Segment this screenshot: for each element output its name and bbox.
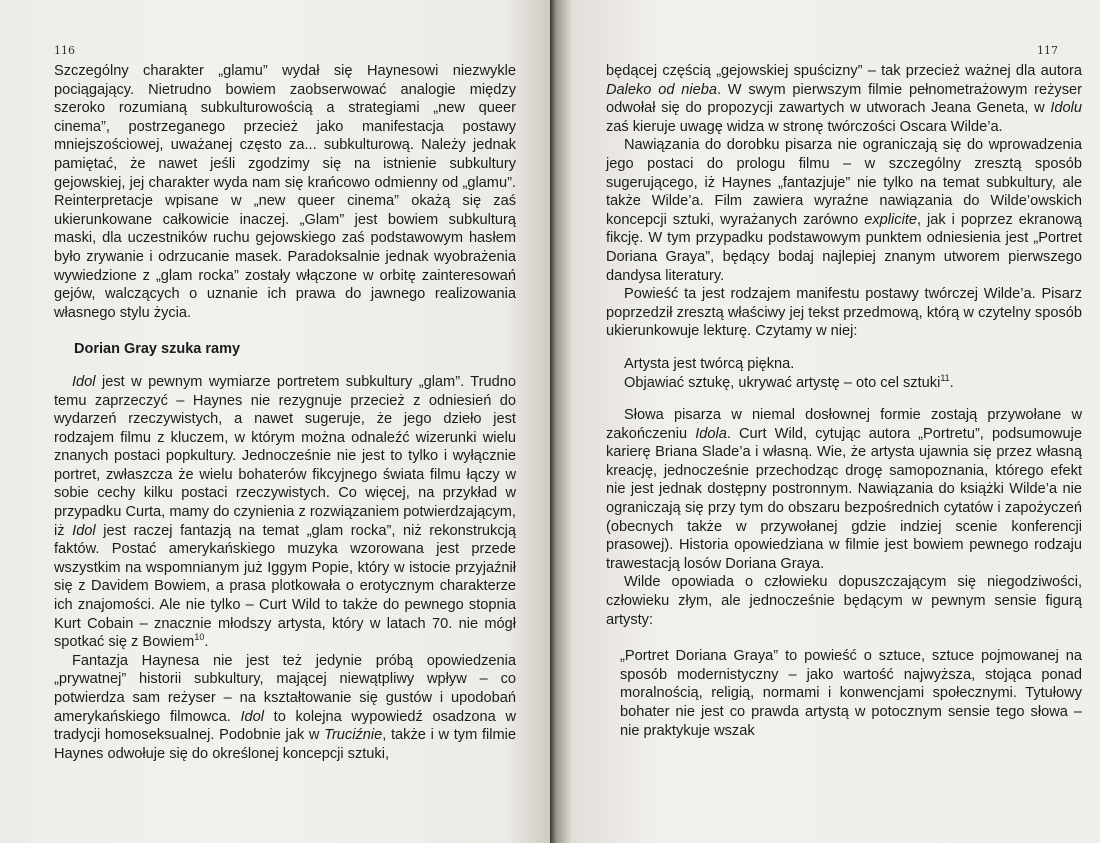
paragraph <box>606 406 1082 573</box>
paragraph: Powieść ta jest rodzajem manifestu postawy twórczej Wilde’a. Pisarz poprzedził zresztą właściwy jej tekst przedmową, którą w czytelny sposób ukierunkowuje lekturę. Czytamy w niej: <box>606 286 1082 340</box>
paragraph: Wilde opowiada o człowieku dopuszczającym się niegodziwości, człowieku złym, ale jednocześnie będącym w pewnym sensie figurą artysty: <box>606 574 1082 628</box>
footnote-ref: 10 <box>194 632 205 643</box>
text-run: Nawiązania do dorobku pisarza nie ograniczają się do wprowadzenia jego postaci do prologu filmu – w szczególny zresztą sposób sugerującego, iż Haynes „fantazjuje” nie tylko na temat subkultury, ale także Wilde’a. Film zawiera wyraźne nawiązania do Wilde’owskich koncepcji sztuki, wyrażanych zarówno <box>606 137 1082 228</box>
quotation <box>624 355 1082 392</box>
film-title: Idolu <box>1050 100 1082 117</box>
paragraph <box>606 62 1082 136</box>
text-run: , jak i poprzez ekranową fikcję. W tym przypadku podstawowym punktem odniesienia jest „Portret Doriana Graya”, będący bodaj najlepiej znanym utworem pierwszego dandysa literatury. <box>606 211 1082 284</box>
paragraph <box>606 136 1082 285</box>
text-run: to kolejna wypowiedź osadzona w tradycji homoseksualnej. Podobnie jak w <box>54 708 516 744</box>
quote-line: Artysta jest twórcą piękna. <box>624 355 795 372</box>
film-title: Idol <box>240 708 264 725</box>
film-title: Idola <box>695 425 727 442</box>
page-number-right: 117 <box>1037 44 1058 57</box>
text-run: jest raczej fantazją na temat „glam rocka”, niż rekonstrukcją faktów. Postać amerykańskiego muzyka wzorowana jest przede wszystkim na wspomnianym już Iggym Popie, który w istocie przyjaźnił się z Davidem Bowiem, a prasa plotkowała o erotycznym charakterze ich znajomości. Ale nie tylko – Curt Wild to także do pewnego stopnia Kurt Cobain – znacznie młodszy artysta, który w latach 70. nie mógł spotkać się z Bowiem <box>54 522 517 651</box>
text-run: Fantazja Haynesa nie jest też jedynie próbą opowiedzenia „prywatnej” historii subkultury, mającej niewątpliwy wpływ – co potwierdza sam reżyser – na kształtowanie się gustów i upodobań amerykańskiego filmowca. <box>54 652 516 725</box>
text-run: , także i w tym filmie Haynes odwołuje się do określonej koncepcji sztuki, <box>54 727 516 762</box>
text-run: . <box>949 374 954 391</box>
text-run: . <box>204 634 209 651</box>
left-page-body <box>54 62 516 763</box>
film-title: Idol <box>72 373 96 390</box>
paragraph <box>54 652 516 764</box>
film-title: Idol <box>72 522 96 539</box>
text-run: Objawiać sztukę, ukrywać artystę – oto cel sztuki <box>624 374 941 391</box>
text-run: . Curt Wild, cytując autora „Portretu”, podsumowuje karierę Briana Slade’a i własną. Wie, że artysta ujawnia się przez własną kreację, jednocześnie przechodząc drogę samopoznania, którego efekt nie jest jednak dostępny postronnym. Nawiązania do książki Wilde’a nie ograniczają się przy tym do obszaru bezpośrednich cytatów i zapożyczeń (obecnych także w przywołanej gdzie indziej scenie konferencji prasowej). Historia opowiedziana w filmie jest bowiem pewnego rodzaju trawestacją losów Doriana Graya. <box>606 425 1082 572</box>
block-quote-text: „Portret Doriana Graya” to powieść o sztuce, sztuce pojmowanej na sposób modernistyczny – jako wartość najwyższa, stojąca ponad moralnością, religią, normami i konwencjami społecznymi. Tytułowy bohater nie jest co prawda artystą w potocznym sensie tego słowa – nie praktykuje wszak <box>620 648 1082 739</box>
section-heading: Dorian Gray szuka ramy <box>74 341 241 358</box>
right-page <box>550 0 1100 843</box>
film-title: Truciźnie <box>324 727 383 744</box>
footnote-ref: 11 <box>940 372 950 383</box>
text-run: Słowa pisarza w niemal dosłownej formie zostają przywołane w zakończeniu <box>606 407 1082 442</box>
emphasis: explicite <box>864 211 917 228</box>
text-run: . W swym pierwszym filmie pełnometrażowym reżyser odwołał się do propozycji zawartych w utworach Jeana Geneta, w <box>606 81 1082 117</box>
page-number-left: 116 <box>54 44 75 57</box>
paragraph: Szczególny charakter „glamu” wydał się Haynesowi niezwykle pociągający. Nietrudno bowiem zaobserwować analogie między szeroko rozumianą subkulturowością a strategiami „new queer cinema”, postrzeganego przecież jako manifestacja postawy mniejszościowej, uważanej często za... subkulturową. Należy jednak pamiętać, że nawet jeśli zgodzimy się na istnienie subkultury gejowskiej, jej charakter wyda nam się krańcowo odmienny od „glamu”. Reinterpretacje wpisane w „new queer cinema” okażą się zaś ukierunkowane całkowicie inaczej. „Glam” jest bowiem subkulturą maski, dla uczestników ruchu gejowskiego zaś podstawowym hasłem było zrywanie i odrzucanie masek. Paradoksalnie jednak wyobrażenia wywiedzione z „glam rocka” zostały włączone w orbitę zainteresowań gejów, walczących o uznanie ich prawa do jawnego realizowania własnego stylu życia. <box>54 63 516 321</box>
text-run: jest w pewnym wymiarze portretem subkultury „glam”. Trudno temu zaprzeczyć – Haynes nie rezygnuje przecież z odniesień do wydarzeń rzeczywistych, a nawet sugeruje, że jego dzieło jest rodzajem filmu z kluczem, w którym można odnaleźć wizerunki wielu znanych postaci popkultury. Jednocześnie nie jest to tylko i wyłącznie portret, zwłaszcza że wielu bohaterów fikcyjnego świata filmu łączy w sobie cechy kilku postaci rzeczywistych. Co więcej, na przykład w przypadku Curta, mamy do czynienia z rozwiązaniem potwierdzającym, iż <box>54 373 516 539</box>
block-quote <box>620 647 1082 740</box>
text-run: będącej częścią „gejowskiej spuścizny” – tak przecież ważnej dla autora <box>606 63 1082 79</box>
text-run: zaś kieruje uwagę widza w stronę twórczości Oscara Wilde’a. <box>606 118 1003 135</box>
quote-line <box>624 374 1082 393</box>
film-title: Daleko od nieba <box>606 81 717 98</box>
paragraph <box>54 373 516 652</box>
right-page-body <box>606 62 1082 740</box>
